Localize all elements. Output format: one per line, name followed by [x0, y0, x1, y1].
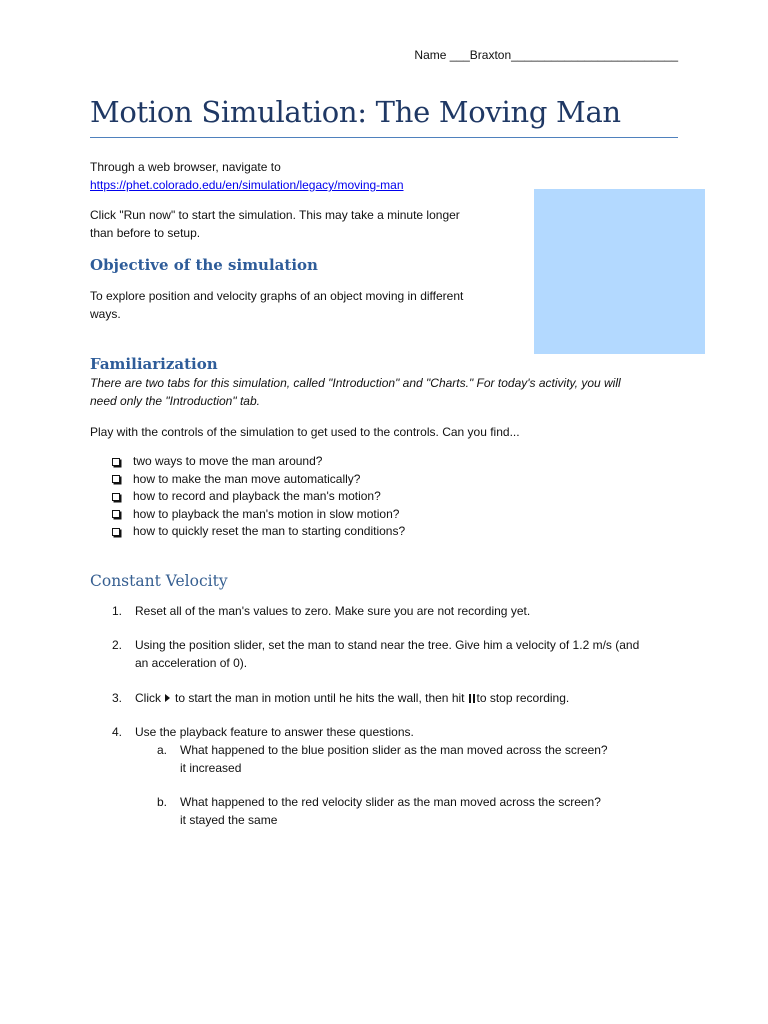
sub-item-b: [157, 794, 657, 829]
run-text-line1: Click "Run now" to start the simulation. This may take a minute longer: [90, 208, 460, 222]
item-text: Reset all of the man's values to zero. Make sure you are not recording yet.: [135, 604, 531, 618]
title-rule: [90, 137, 678, 138]
sub-item-answer[interactable]: it stayed the same: [180, 812, 278, 827]
item-number: 3.: [112, 691, 123, 705]
objective-line1: To explore position and velocity graphs of an object moving in different: [90, 289, 464, 303]
sub-item-question: What happened to the red velocity slider as the man moved across the screen?: [180, 795, 601, 809]
numbered-item-3: [112, 690, 682, 708]
familiarization-italic-line1: There are two tabs for this simulation, called "Introduction" and "Charts." For today's activity, you will: [90, 376, 621, 390]
item-number: 4.: [112, 725, 123, 739]
run-paragraph: [90, 206, 460, 242]
run-text-line2: than before to setup.: [90, 226, 201, 240]
numbered-item-1: [112, 603, 682, 621]
intro-paragraph: [90, 158, 404, 194]
checklist-item: how to record and playback the man's motion?: [112, 488, 405, 506]
item-text: Use the playback feature to answer these questions.: [135, 725, 414, 739]
page-title: Motion Simulation: The Moving Man: [90, 95, 621, 129]
play-text: Play with the controls of the simulation to get used to the controls. Can you find...: [90, 425, 520, 439]
sub-item-a: [157, 742, 657, 777]
pause-icon: [469, 694, 475, 703]
item-number: 2.: [112, 638, 123, 652]
checkbox-icon: [112, 475, 120, 483]
objective-line2: ways.: [90, 307, 121, 321]
item-text: Using the position slider, set the man to stand near the tree. Give him a velocity of 1.2 m/s (and an acceleration of 0).: [135, 638, 640, 670]
checkbox-icon: [112, 458, 120, 466]
checklist: [112, 453, 405, 541]
checkbox-icon: [112, 493, 120, 501]
sub-item-question: What happened to the blue position slider as the man moved across the screen?: [180, 743, 608, 757]
sub-item-letter: b.: [157, 795, 168, 809]
checkbox-icon: [112, 510, 120, 518]
name-line: Name ___Braxton_________________________: [414, 48, 678, 62]
numbered-item-2: [112, 637, 682, 672]
play-icon: [165, 694, 170, 702]
numbered-item-4: [112, 724, 682, 742]
checkbox-icon: [112, 528, 120, 536]
simulation-image-placeholder: [534, 189, 705, 354]
item-number: 1.: [112, 604, 123, 618]
checklist-item: how to make the man move automatically?: [112, 471, 405, 489]
checklist-item: how to quickly reset the man to starting conditions?: [112, 523, 405, 541]
familiarization-italic: [90, 374, 621, 410]
navigate-text: Through a web browser, navigate to: [90, 160, 281, 174]
familiarization-italic-line2: need only the "Introduction" tab.: [90, 394, 260, 408]
simulation-link[interactable]: https://phet.colorado.edu/en/simulation/legacy/moving-man: [90, 178, 404, 192]
objective-heading: Objective of the simulation: [90, 256, 318, 274]
objective-paragraph: [90, 287, 463, 323]
constant-velocity-heading: Constant Velocity: [90, 572, 228, 590]
sub-item-answer[interactable]: it increased: [180, 760, 242, 775]
item-text: Click to start the man in motion until he hits the wall, then hit to stop recording.: [135, 691, 570, 705]
sub-item-letter: a.: [157, 743, 168, 757]
checklist-item: two ways to move the man around?: [112, 453, 405, 471]
checklist-item: how to playback the man's motion in slow motion?: [112, 506, 405, 524]
familiarization-heading: Familiarization: [90, 355, 218, 373]
